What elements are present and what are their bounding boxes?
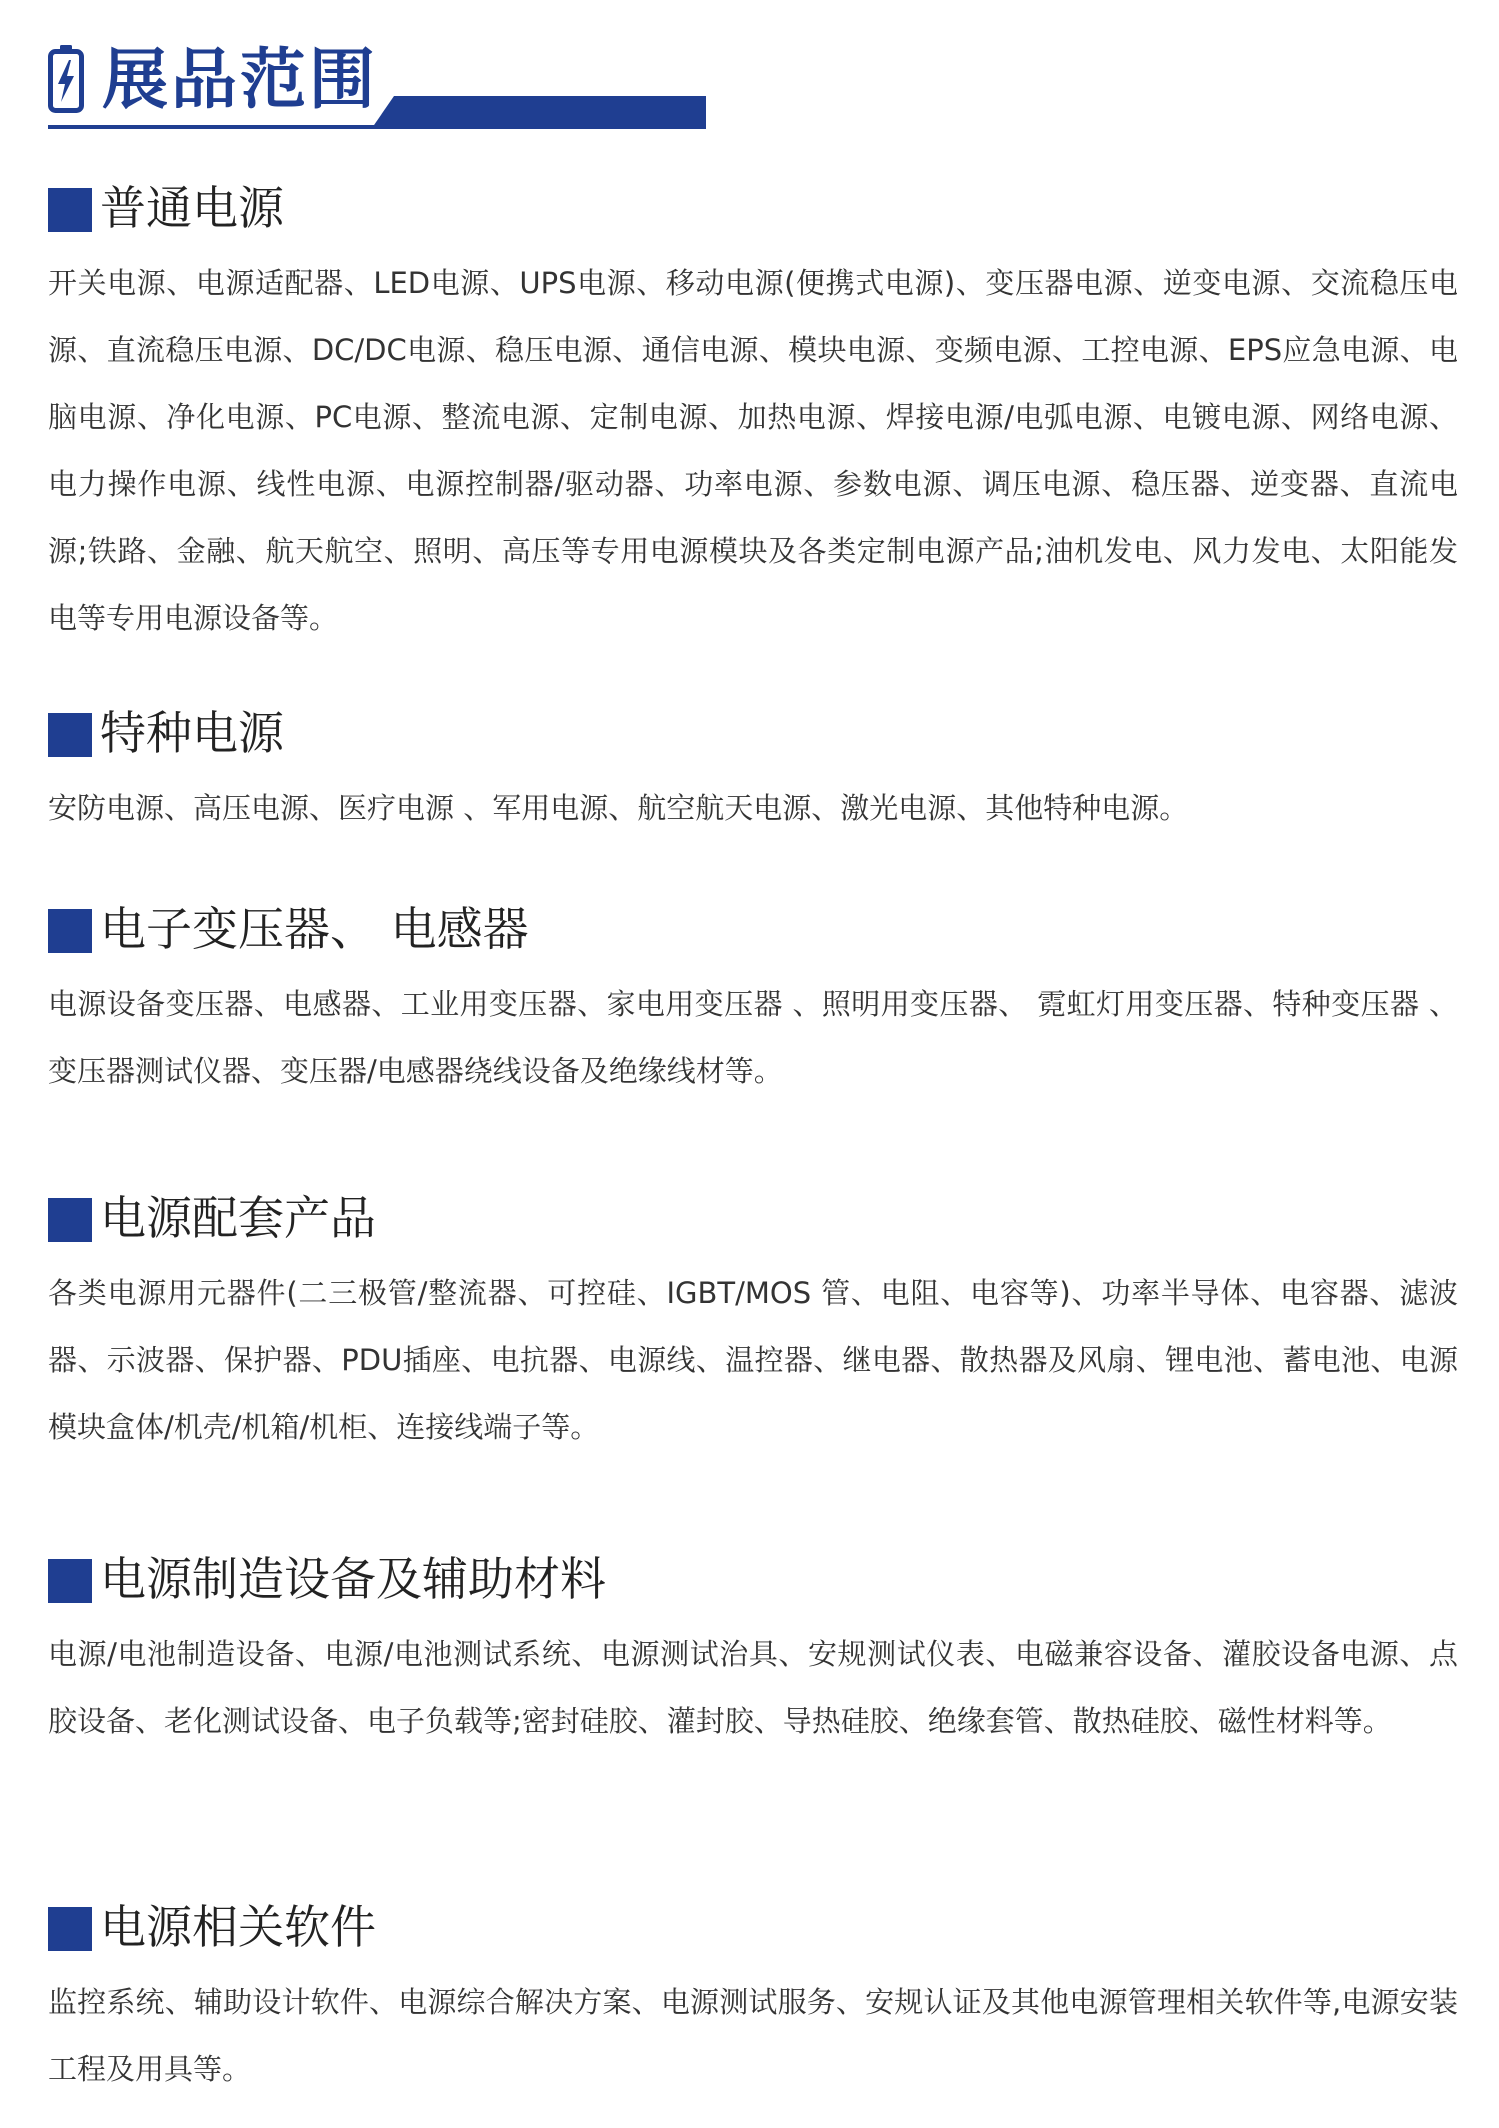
heading-square-icon [48,188,92,232]
section-body: 监控系统、辅助设计软件、电源综合解决方案、电源测试服务、安规认证及其他电源管理相关软件等,电源安装工程及用具等。 [48,1985,1458,2086]
section-software [48,1897,1458,2103]
section-heading [48,703,1458,763]
section-body: 电源/电池制造设备、电源/电池测试系统、电源测试治具、安规测试仪表、电磁兼容设备、灌胶设备电源、点胶设备、老化测试设备、电子负载等;密封硅胶、灌封胶、导热硅胶、绝缘套管、散热硅胶、磁性材料等。 [48,1637,1458,1738]
section-heading [48,1188,1458,1248]
section-heading [48,1549,1458,1609]
section-heading-text: 电子变压器、 电感器 [100,902,529,956]
section-general-power [48,178,1458,652]
section-heading [48,899,1458,959]
section-heading-text: 普通电源 [100,181,284,235]
heading-square-icon [48,1198,92,1242]
heading-square-icon [48,713,92,757]
section-special-power [48,703,1458,842]
section-body: 各类电源用元器件(二三极管/整流器、可控硅、IGBT/MOS 管、电阻、电容等)、功率半导体、电容器、滤波器、示波器、保护器、PDU插座、电抗器、电源线、温控器、继电器、散热器及风扇、锂电池、蓄电池、电源模块盒体/机壳/机箱/机柜、连接线端子等。 [48,1276,1458,1444]
section-transformers [48,899,1458,1105]
title-underline [48,125,706,129]
section-heading-text: 电源相关软件 [100,1900,376,1954]
section-heading [48,178,1458,238]
heading-square-icon [48,909,92,953]
section-body: 安防电源、高压电源、医疗电源 、军用电源、航空航天电源、激光电源、其他特种电源。 [48,791,1189,825]
battery-icon [48,45,84,113]
page-title: 展品范围 [102,41,378,118]
section-heading-text: 电源配套产品 [100,1191,376,1245]
section-heading-text: 电源制造设备及辅助材料 [100,1552,606,1606]
heading-square-icon [48,1559,92,1603]
section-heading [48,1897,1458,1957]
section-accessories [48,1188,1458,1461]
heading-square-icon [48,1907,92,1951]
page-header [48,40,708,132]
section-manufacturing-equipment [48,1549,1458,1755]
section-body: 电源设备变压器、电感器、工业用变压器、家电用变压器 、照明用变压器、 霓虹灯用变压器、特种变压器 、变压器测试仪器、变压器/电感器绕线设备及绝缘线材等。 [48,987,1458,1088]
title-accent-bar [372,96,706,128]
section-body: 开关电源、电源适配器、LED电源、UPS电源、移动电源(便携式电源)、变压器电源、逆变电源、交流稳压电源、直流稳压电源、DC/DC电源、稳压电源、通信电源、模块电源、变频电源、工控电源、EPS应急电源、电脑电源、净化电源、PC电源、整流电源、定制电源、加热电源、焊接电源/电弧电源、电镀电源、网络电源、电力操作电源、线性电源、电源控制器/驱动器、功率电源、参数电源、调压电源、稳压器、逆变器、直流电源;铁路、金融、航天航空、照明、高压等专用电源模块及各类定制电源产品;油机发电、风力发电、太阳能发电等专用电源设备等。 [48,266,1458,635]
section-heading-text: 特种电源 [100,706,284,760]
